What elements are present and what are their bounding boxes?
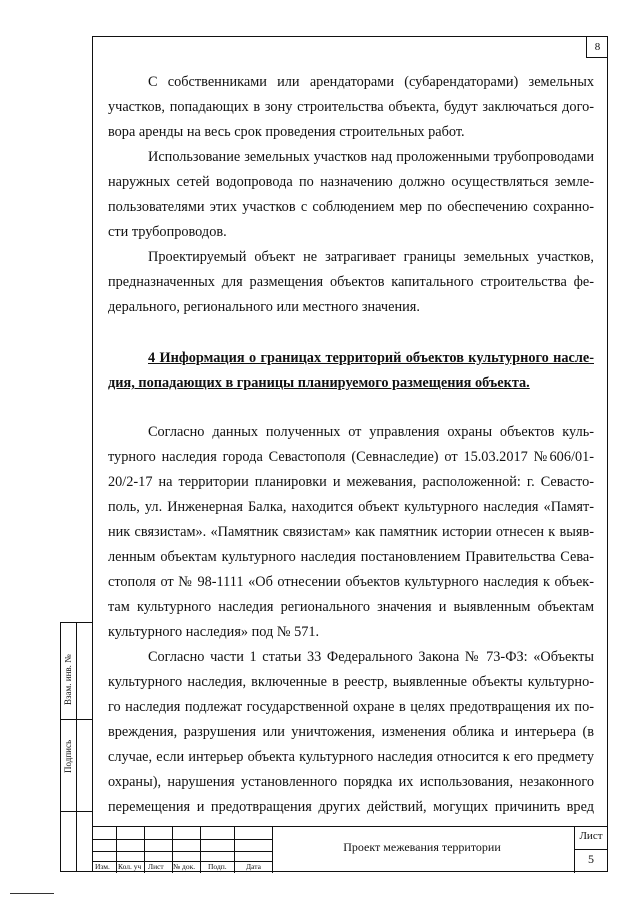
heading-line: дия, попадающих в границы планируемого размещения объекта. bbox=[108, 375, 530, 391]
text-line: Согласно части 1 статьи 33 Федерального Закона № 73-ФЗ: «Объекты bbox=[148, 649, 594, 665]
text-line: Согласно данных полученных от управления охраны объектов куль- bbox=[148, 424, 594, 440]
text-line: С собственниками или арендаторами (субарендаторами) земельных bbox=[148, 74, 594, 90]
text-line: охраны), нарушения установленного порядка их использования, незаконного bbox=[108, 774, 594, 790]
text-line: турного наследия города Севастополя (Севнаследие) от 15.03.2017 №606/01- bbox=[108, 449, 594, 465]
text-line: вора аренды на весь срок проведения строительных работ. bbox=[108, 124, 465, 140]
col-data: Дата bbox=[246, 862, 261, 871]
text-line: Использование земельных участков над проложенными трубопроводами bbox=[148, 149, 594, 165]
text-line: 20/2-17 на территории планировки и межевания, расположенной: г. Севасто- bbox=[108, 474, 594, 490]
heading-line: 4 Информация о границах территорий объектов культурного насле- bbox=[148, 350, 594, 366]
text-line: стополя от № 98-1111 «Об отнесении объектов культурного наследия к объек- bbox=[108, 574, 594, 590]
col-list: Лист bbox=[148, 862, 164, 871]
text-line: культурного наследия, включенные в реестр, выявленные объекты культурно- bbox=[108, 674, 594, 690]
col-podp: Подп. bbox=[208, 862, 227, 871]
text-line: случае, если интерьер объекта культурного наследия относится к его предмету bbox=[108, 749, 594, 765]
text-line: культурного наследия» под № 571. bbox=[108, 624, 320, 640]
text-line: ленным объектам культурного наследия постановлением Правительства Сева- bbox=[108, 549, 594, 565]
text-line: участков, попадающих в зону строительства объекта, будут заключаться дого- bbox=[108, 99, 594, 115]
text-line: сти трубопроводов. bbox=[108, 224, 227, 240]
paragraph-3 bbox=[108, 245, 594, 320]
paragraph-1 bbox=[108, 70, 594, 145]
col-kol-uch: Кол. уч bbox=[118, 862, 142, 871]
text-line: Проектируемый объект не затрагивает границы земельных участков, bbox=[148, 249, 594, 265]
document-title: Проект межевания территории bbox=[343, 840, 501, 854]
text-line: там культурного наследия регионального значения и выявленным объектам bbox=[108, 599, 594, 615]
col-no-dok: № док. bbox=[173, 862, 196, 871]
text-line: дерального, регионального или местного значения. bbox=[108, 299, 420, 315]
document-body bbox=[108, 70, 594, 820]
text-line: пользователями этих участков с соблюдением мер по обеспечению сохранно- bbox=[108, 199, 594, 215]
paragraph-5 bbox=[108, 645, 594, 820]
paragraph-2 bbox=[108, 145, 594, 245]
margin-stamp bbox=[60, 622, 92, 872]
scan-artifact bbox=[10, 893, 54, 894]
text-line: ник связистам». «Памятник связистам» как памятник истории отнесен к выяв- bbox=[108, 524, 594, 540]
page-number: 8 bbox=[586, 36, 608, 58]
paragraph-4 bbox=[108, 420, 594, 645]
col-izm: Изм. bbox=[95, 862, 110, 871]
text-line: наружных сетей водопровода по назначению должно осуществляться земле- bbox=[108, 174, 594, 190]
text-line: поль, ул. Инженерная Балка, находится объект культурного наследия «Памят- bbox=[108, 499, 594, 515]
stamp-vzam-label: Взам. инв. № bbox=[63, 654, 73, 705]
text-line: перемещения и предотвращения других действий, могущих причинить вред bbox=[108, 799, 594, 815]
text-line: вреждения, разрушения или уничтожения, изменения облика и интерьера (в bbox=[108, 724, 594, 740]
sheet-label: Лист bbox=[579, 830, 603, 842]
text-line: предназначенных для размещения объектов капитального строительства фе- bbox=[108, 274, 594, 290]
text-line: го наследия подлежат государственной охране в целях предотвращения их по- bbox=[108, 699, 594, 715]
section-heading bbox=[108, 346, 594, 396]
stamp-podpis-label: Подпись bbox=[63, 739, 73, 773]
sheet-number: 5 bbox=[588, 852, 594, 866]
